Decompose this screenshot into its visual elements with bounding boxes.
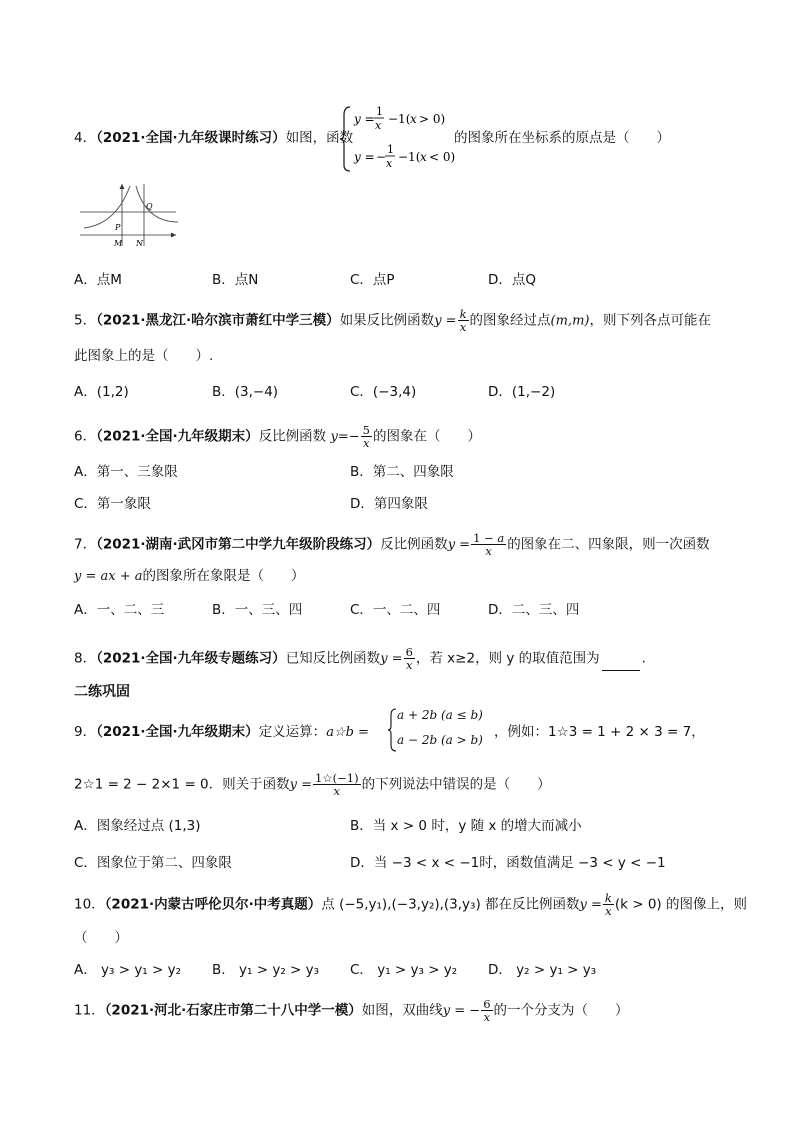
question-5 [74, 308, 711, 333]
q6-option-d[interactable]: D．第四象限 [350, 496, 428, 512]
q7-source: （2021·湖南·武冈市第二中学九年级阶段练习） [96, 536, 381, 553]
q4-option-b[interactable]: B．点N [212, 272, 259, 288]
q7-linear-eq: y = ax + a [74, 569, 143, 584]
svg-text:x: x [386, 157, 393, 170]
q6-frac: $\frac{5}{x}$ [362, 423, 370, 450]
q4-option-c[interactable]: C．点P [350, 272, 395, 288]
q9-text-post: ，例如：1☆3 = 1 + 2 × 3 = 7， [494, 724, 705, 740]
q11-text-pre: 如图，双曲线 [361, 1002, 443, 1019]
q10-eq: y = [579, 897, 602, 913]
svg-text:y =: y = [354, 112, 375, 126]
q10-frac: $\frac{k}{x}$ [604, 891, 612, 918]
svg-text:y =: y = [354, 150, 375, 164]
graph-label-q: Q [146, 202, 153, 211]
q9-number: 9． [74, 724, 97, 740]
q5-frac: $\frac{k}{x}$ [459, 307, 467, 334]
q11-source: （2021·河北·石家庄市第二十八中学一模） [104, 1002, 362, 1019]
q7-text-pre: 反比例函数 [380, 536, 448, 553]
q4-option-d[interactable]: D．点Q [488, 272, 537, 288]
q4-source: （2021·全国·九年级课时练习） [96, 130, 286, 146]
q10-option-b[interactable]: B． y₁ > y₂ > y₃ [212, 962, 320, 978]
q11-number: 11． [74, 1002, 105, 1019]
q11-frac: $\frac{6}{x}$ [483, 997, 491, 1024]
q11-text-post: 的一个分支为（ ） [493, 1002, 629, 1019]
svg-text:x: x [410, 112, 417, 126]
q9-op: a☆b = [326, 725, 369, 740]
q8-answer-blank[interactable] [602, 656, 640, 671]
q6-source: （2021·全国·九年级期末） [96, 428, 259, 445]
q7-eq: y = [447, 537, 471, 553]
q10-option-d[interactable]: D． y₂ > y₁ > y₃ [488, 962, 597, 978]
q10-option-a[interactable]: A． y₃ > y₁ > y₂ [74, 962, 182, 978]
q9-option-c[interactable]: C．图象位于第二、四象限 [74, 855, 232, 871]
q7-number: 7． [74, 536, 97, 553]
q4-graph [76, 180, 184, 250]
q10-text-pre: 点 (−5,y₁),(−3,y₂),(3,y₃) 都在反比例函数 [321, 896, 580, 913]
q9-case2: a − 2b (a > b) [397, 733, 483, 747]
q10-text-post: (k > 0) 的图像上，则 [614, 896, 747, 913]
q10-source: （2021·内蒙古呼伦贝尔·中考真题） [104, 896, 322, 913]
q5-text-post: ，则下列各点可能在 [589, 312, 711, 329]
q9-frac: $\frac{1☆(-1)}{x}$ [315, 771, 359, 798]
svg-text:x: x [420, 150, 427, 164]
svg-text:1: 1 [387, 143, 394, 156]
q8-text-post: ，若 x≥2，则 y 的取值范围为 [415, 650, 600, 667]
q7-frac: $\frac{1 - a}{x}$ [473, 531, 505, 558]
q8-frac: $\frac{6}{x}$ [405, 645, 413, 672]
q9-option-d[interactable]: D．当 −3 < x < −1时，函数值满足 −3 < y < −1 [350, 855, 666, 871]
q7-line2 [74, 566, 305, 587]
q6-text-pre: 反比例函数 [258, 428, 327, 445]
svg-text:1: 1 [376, 105, 383, 118]
q5-eq: y = [434, 313, 457, 329]
q4-piecewise-system [340, 103, 460, 175]
q7-line2-text: 的图象所在象限是（ ） [142, 568, 305, 584]
q7-text-post: 的图象在二、四象限，则一次函数 [507, 536, 710, 553]
q9-option-b[interactable]: B．当 x > 0 时，y 随 x 的增大而减小 [350, 818, 582, 834]
q4-number: 4． [74, 130, 97, 146]
graph-label-p: P [115, 223, 121, 232]
svg-text:−1(: −1( [388, 112, 411, 126]
q7-option-b[interactable]: B．一、三、四 [212, 602, 303, 618]
q5-option-a[interactable]: A．(1,2) [74, 384, 129, 400]
q7-option-a[interactable]: A．一、二、三 [74, 602, 165, 618]
question-8 [74, 646, 646, 671]
question-10 [74, 892, 747, 917]
q8-end: . [641, 650, 646, 667]
question-6 [74, 424, 481, 449]
q8-text-pre: 已知反比例函数 [285, 650, 381, 667]
q5-option-d[interactable]: D．(1,−2) [488, 384, 556, 400]
q10-option-c[interactable]: C． y₁ > y₃ > y₂ [350, 962, 458, 978]
q10-number: 10． [74, 896, 105, 913]
q4-text-pre: 如图，函数 [285, 130, 354, 146]
q6-option-b[interactable]: B．第二、四象限 [350, 464, 454, 480]
svg-text:−1(: −1( [398, 150, 421, 164]
svg-text:−: − [376, 150, 387, 164]
q5-number: 5． [74, 312, 97, 329]
q9-line2 [74, 772, 551, 797]
q5-option-b[interactable]: B．(3,−4) [212, 384, 279, 400]
q5-point: (m,m) [550, 313, 590, 329]
q10-line2: （ ） [74, 930, 128, 946]
q7-option-c[interactable]: C．一、二、四 [350, 602, 441, 618]
q6-option-c[interactable]: C．第一象限 [74, 496, 151, 512]
q5-option-c[interactable]: C．(−3,4) [350, 384, 417, 400]
q8-number: 8． [74, 650, 97, 667]
graph-label-n: N [136, 239, 143, 248]
q9-line2-pre: 2☆1 = 2 − 2×1 = 0．则关于函数 [74, 776, 290, 793]
section-heading: 二练巩固 [74, 684, 130, 700]
svg-text:< 0): < 0) [429, 150, 456, 164]
q5-source: （2021·黑龙江·哈尔滨市萧红中学三模） [96, 312, 340, 329]
q9-eq: y = [289, 777, 313, 793]
q6-text-post: 的图象在（ ） [372, 428, 481, 445]
svg-text:x: x [375, 119, 382, 132]
question-4 [74, 128, 353, 148]
q5-line2: 此图象上的是（ ）. [74, 348, 214, 364]
q7-option-d[interactable]: D．二、三、四 [488, 602, 580, 618]
q9-case1: a + 2b (a ≤ b) [397, 708, 483, 722]
q5-text-pre: 如果反比例函数 [339, 312, 435, 329]
q9-source: （2021·全国·九年级期末） [96, 724, 259, 740]
graph-label-m: M [114, 239, 123, 248]
q8-eq: y = [380, 651, 403, 667]
q6-number: 6． [74, 428, 97, 445]
q9-line2-post: 的下列说法中错误的是（ ） [361, 776, 551, 793]
q4-option-a[interactable]: A．点M [74, 272, 122, 288]
q11-eq: y = − [442, 1003, 481, 1019]
q9-piecewise-brace [387, 707, 397, 753]
q9-option-a[interactable]: A．图象经过点 (1,3) [74, 818, 201, 834]
q4-text-post: 的图象所在坐标系的原点是（ ） [454, 130, 670, 146]
question-11 [74, 998, 629, 1023]
q6-option-a[interactable]: A．第一、三象限 [74, 464, 178, 480]
q9-text-pre: 定义运算： [258, 724, 327, 740]
q6-eq: y=− [330, 429, 360, 445]
q8-source: （2021·全国·九年级专题练习） [96, 650, 286, 667]
svg-text:> 0): > 0) [419, 112, 446, 126]
q5-text-mid: 的图象经过点 [469, 312, 551, 329]
question-7 [74, 532, 710, 557]
question-9 [74, 722, 369, 743]
